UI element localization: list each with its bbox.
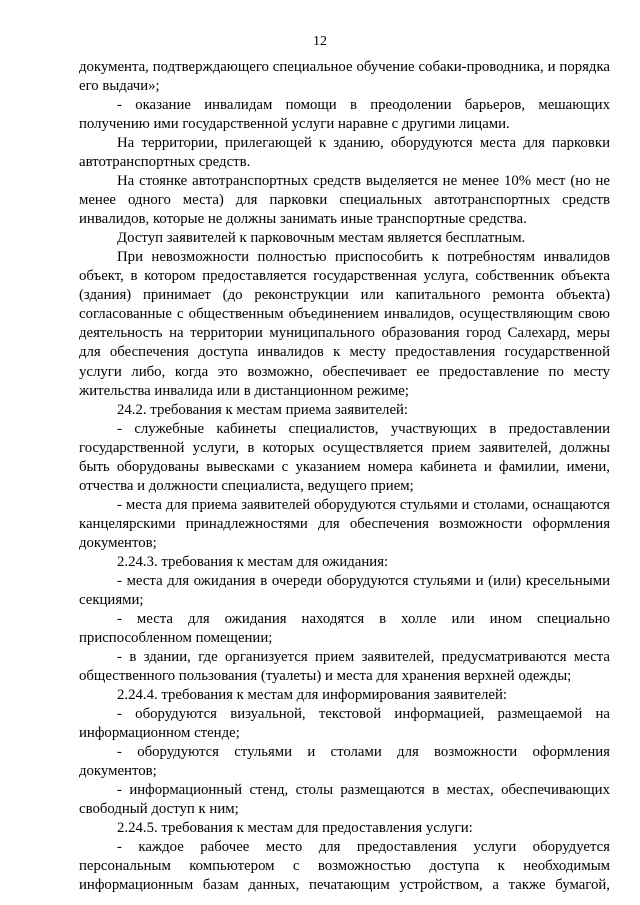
paragraph: - места для ожидания находятся в холле или ином специально приспособленном помещении; <box>79 610 610 646</box>
paragraph: - оказание инвалидам помощи в преодолении барьеров, мешающих получению ими государственной услуги наравне с другими лицами. <box>79 97 610 133</box>
section-heading: 2.24.4. требования к местам для информирования заявителей: <box>117 687 508 704</box>
paragraph: При невозможности полностью приспособить к потребностям инвалидов объект, в котором предоставляется государственная услуга, собственник объекта (здания) принимает (до реконструкции или капитального ремонта объекта) согласованные с общественным объединением инвалидов, осуществляющим свою деятельность на территории муниципального образования город Салехард, меры для обеспечения доступа инвалидов к месту предоставления государственной услуги либо, когда это возможно, обеспечивает ее предоставление по месту жительства инвалида или в дистанционном режиме; <box>79 249 610 399</box>
paragraph: - оборудуются визуальной, текстовой информацией, размещаемой на информационном стенде; <box>79 706 610 742</box>
page-number: 12 <box>313 34 327 49</box>
document-body <box>79 58 610 895</box>
paragraph: Доступ заявителей к парковочным местам является бесплатным. <box>117 230 526 247</box>
paragraph: документа, подтверждающего специальное обучение собаки-проводника, и порядка его выдачи»; <box>79 59 610 95</box>
paragraph: - служебные кабинеты специалистов, участвующих в предоставлении государственной услуги, в которых осуществляется прием заявителей, должны быть оборудованы вывесками с указанием номера кабинета и фамилии, имени, отчества и должности специалиста, ведущего прием; <box>79 420 610 494</box>
paragraph: - оборудуются стульями и столами для возможности оформления документов; <box>79 744 610 780</box>
paragraph: - места для приема заявителей оборудуются стульями и столами, оснащаются канцелярскими принадлежностями для обеспечения возможности оформления документов; <box>79 496 610 551</box>
paragraph: - информационный стенд, столы размещаются в местах, обеспечивающих свободный доступ к ним; <box>79 782 610 818</box>
paragraph: - в здании, где организуется прием заявителей, предусматриваются места общественного пользования (туалеты) и места для хранения верхней одежды; <box>79 648 610 684</box>
paragraph: На стоянке автотранспортных средств выделяется не менее 10% мест (но не менее одного места) для парковки специальных автотранспортных средств инвалидов, которые не должны занимать иные транспортные средства. <box>79 173 610 228</box>
section-heading: 2.24.5. требования к местам для предоставления услуги: <box>117 820 473 837</box>
paragraph: - места для ожидания в очереди оборудуются стульями и (или) кресельными секциями; <box>79 572 610 608</box>
section-heading: 24.2. требования к местам приема заявителей: <box>117 401 409 418</box>
paragraph-continues: - каждое рабочее место для предоставления услуги оборудуется персональным компьютером с возможностью доступа к необходимым информационным базам данных, печатающим устройством, а также бумагой, <box>79 839 610 894</box>
paragraph: На территории, прилегающей к зданию, оборудуются места для парковки автотранспортных средств. <box>79 135 610 171</box>
section-heading: 2.24.3. требования к местам для ожидания: <box>117 553 389 570</box>
